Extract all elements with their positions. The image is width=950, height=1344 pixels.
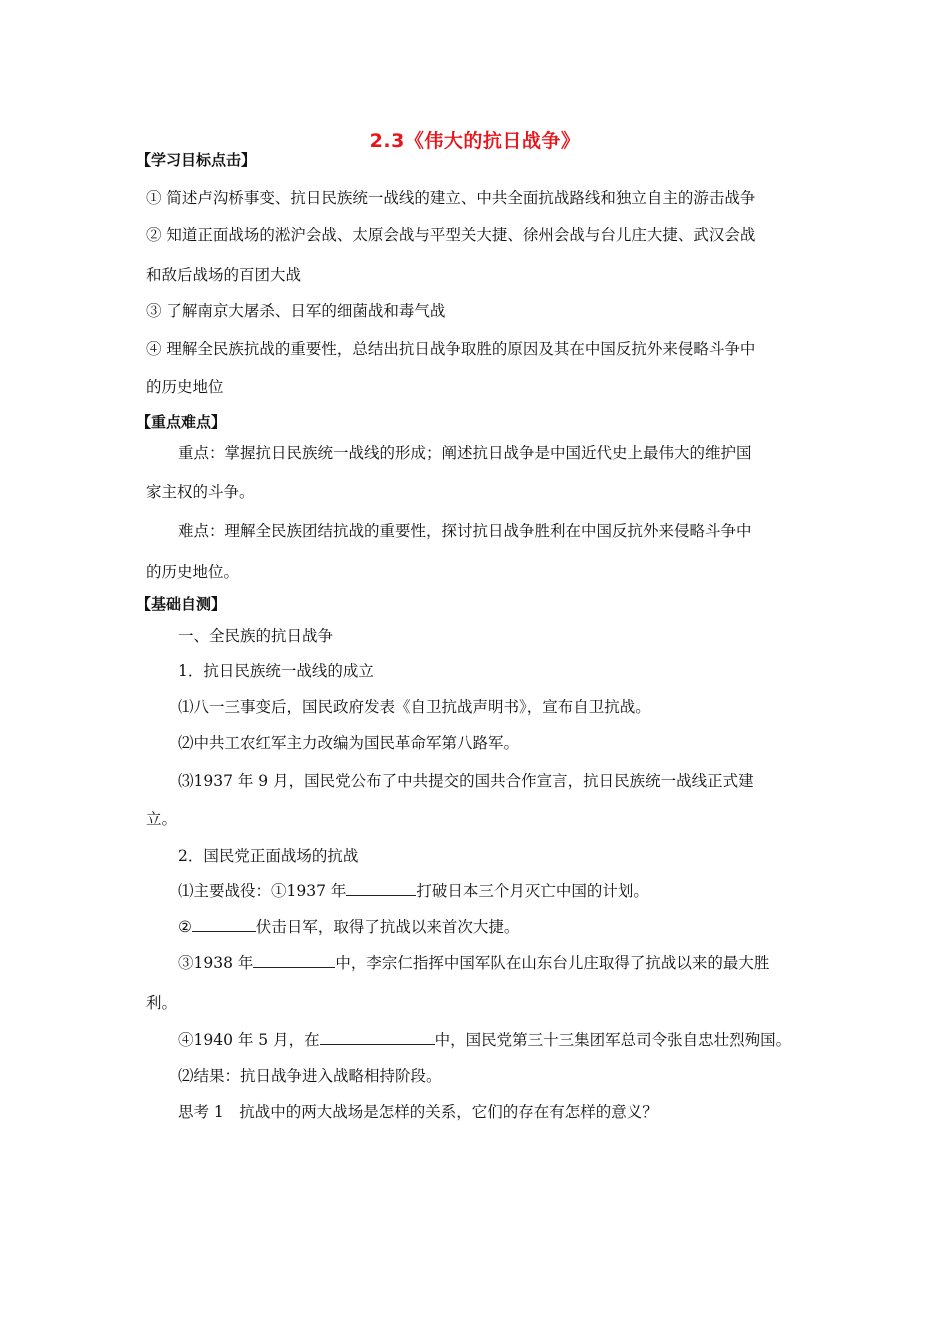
item-2-3-cont: 利。 (146, 994, 178, 1012)
item-1-2: ⑵中共工农红军主力改编为国民革命军第八路军。 (178, 734, 520, 752)
difficult-point-line: 难点：理解全民族团结抗战的重要性，探讨抗日战争胜利在中国反抗外来侵略斗争中 (178, 522, 752, 540)
item-2-2 (178, 917, 858, 937)
think-question-1: 思考 1 抗战中的两大战场是怎样的关系，它们的存在有怎样的意义？ (178, 1103, 658, 1121)
key-point-line: 重点：掌握抗日民族统一战线的形成；阐述抗日战争是中国近代史上最伟大的维护国 (178, 444, 752, 462)
part-1-heading: 一、全民族的抗日战争 (178, 627, 334, 645)
item-2-3-text-a: ③1938 年 (178, 954, 254, 972)
objective-item-2-cont: 和敌后战场的百团大战 (146, 266, 302, 284)
fill-blank-2[interactable] (192, 917, 256, 932)
item-2-4 (178, 1030, 858, 1050)
item-1-3-cont: 立。 (146, 810, 178, 828)
objective-item-4-cont: 的历史地位 (146, 378, 224, 396)
subsection-1-heading: 1．抗日民族统一战线的成立 (178, 662, 374, 680)
item-2-4-text-b: 中，国民党第三十三集团军总司令张自忠壮烈殉国。 (434, 1031, 792, 1049)
item-1-3: ⑶1937 年 9 月，国民党公布了中共提交的国共合作宣言，抗日民族统一战线正式建 (178, 772, 754, 790)
document-title: 2.3《伟大的抗日战争》 (369, 130, 581, 152)
objective-item-1: ① 简述卢沟桥事变、抗日民族统一战线的建立、中共全面抗战路线和独立自主的游击战争 (146, 189, 756, 207)
item-2-2-text-a: ② (178, 918, 192, 936)
objective-item-4: ④ 理解全民族抗战的重要性，总结出抗日战争取胜的原因及其在中国反抗外来侵略斗争中 (146, 340, 756, 358)
objective-item-2: ② 知道正面战场的淞沪会战、太原会战与平型关大捷、徐州会战与台儿庄大捷、武汉会战 (146, 226, 756, 244)
item-2-3 (178, 953, 858, 973)
item-2-5: ⑵结果：抗日战争进入战略相持阶段。 (178, 1067, 442, 1085)
item-2-1 (178, 881, 858, 901)
fill-blank-4[interactable] (320, 1030, 435, 1045)
key-points-heading: 【重点难点】 (136, 413, 227, 431)
item-2-3-text-b: 中，李宗仁指挥中国军队在山东台儿庄取得了抗战以来的最大胜 (335, 954, 770, 972)
fill-blank-1[interactable] (346, 881, 416, 896)
objectives-heading: 【学习目标点击】 (136, 151, 257, 169)
key-point-line-cont: 家主权的斗争。 (146, 483, 255, 501)
difficult-point-line-cont: 的历史地位。 (146, 563, 240, 581)
item-2-1-text-b: 打破日本三个月灭亡中国的计划。 (416, 882, 649, 900)
item-2-2-text-b: 伏击日军，取得了抗战以来首次大捷。 (255, 918, 520, 936)
subsection-2-heading: 2．国民党正面战场的抗战 (178, 847, 359, 865)
item-2-4-text-a: ④1940 年 5 月，在 (178, 1031, 320, 1049)
item-1-1: ⑴八一三事变后，国民政府发表《自卫抗战声明书》，宣布自卫抗战。 (178, 698, 651, 716)
item-2-1-text-a: ⑴主要战役：①1937 年 (178, 882, 347, 900)
fill-blank-3[interactable] (253, 953, 335, 968)
self-test-heading: 【基础自测】 (136, 595, 227, 613)
objective-item-3: ③ 了解南京大屠杀、日军的细菌战和毒气战 (146, 302, 446, 320)
